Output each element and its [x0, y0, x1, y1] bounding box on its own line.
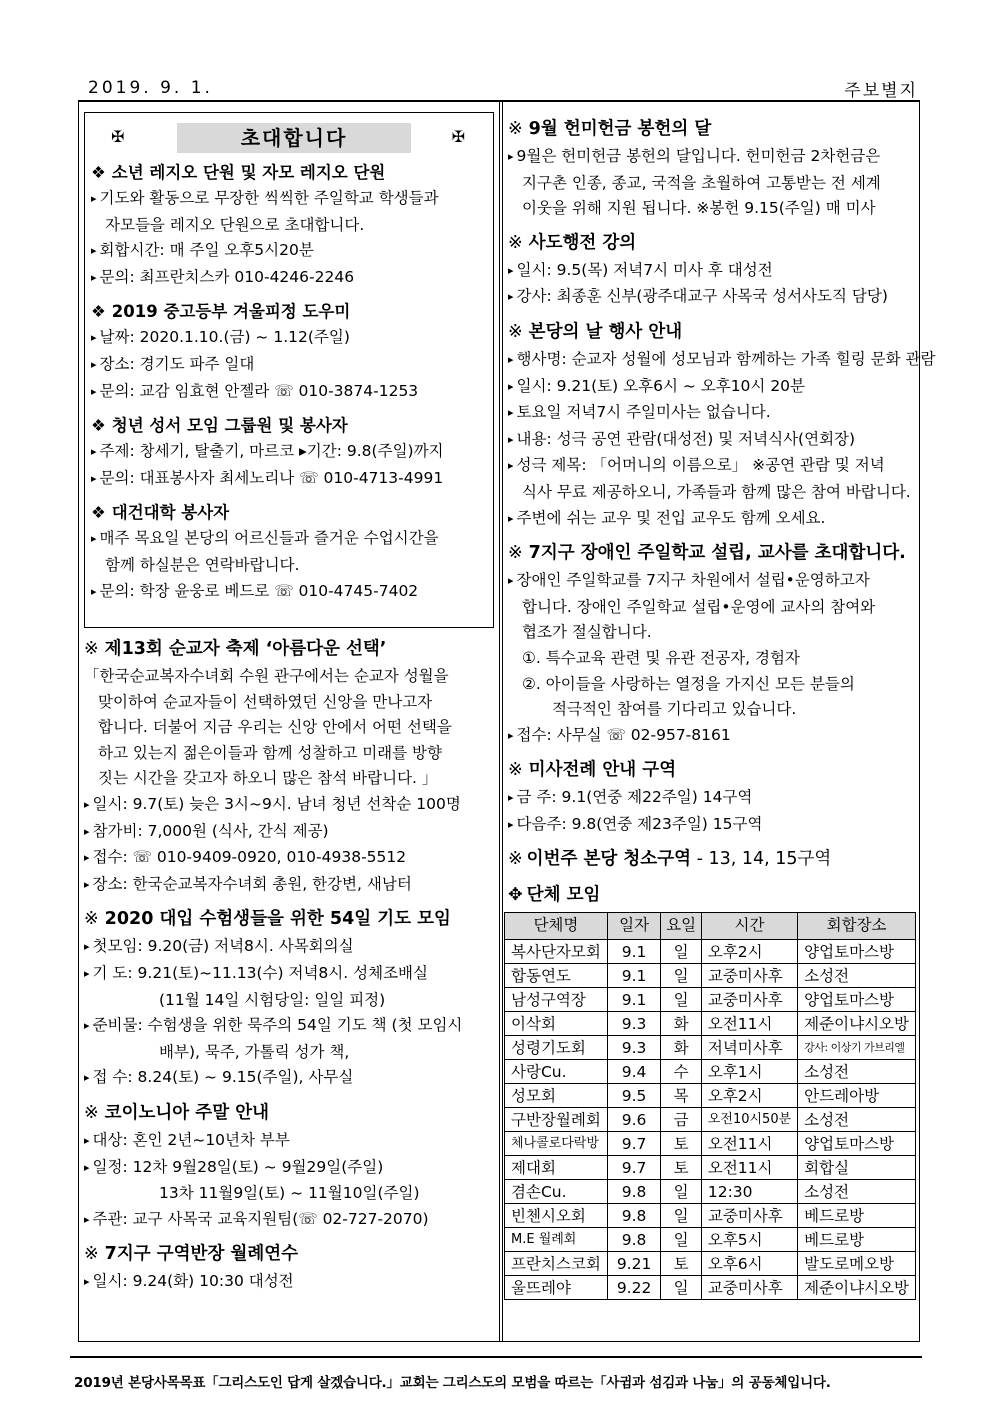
table-cell: 사랑Cu. [505, 1060, 608, 1084]
footer-motto: 2019년 본당사목목표「그리스도인 답게 살겠습니다.」교회는 그리스도의 모범을 따르는「사귐과 섬김과 나눔」의 공동체입니다. [74, 1375, 831, 1391]
column-divider-inner [502, 102, 503, 1342]
table-cell: 일 [661, 1204, 702, 1228]
table-cell: 일 [661, 988, 702, 1012]
diamond-cross-icon: ❖ [91, 503, 106, 523]
table-row [505, 1060, 916, 1084]
table-row [505, 1084, 916, 1108]
asterism-icon: ※ [84, 639, 99, 659]
table-cell: 남성구역장 [505, 988, 608, 1012]
bullet-line: ▸ 일정: 12차 9월28일(토) ~ 9월29일(주일) [84, 1155, 496, 1182]
bullet-line: ▸ 장소: 경기도 파주 일대 [91, 352, 487, 379]
asterism-icon: ※ [84, 1102, 99, 1123]
bullet-line: ▸ 접수: 사무실 ☏ 02-957-8161 [508, 723, 916, 750]
bullet-line: ▸ 토요일 저녁7시 주일미사는 없습니다. [508, 400, 916, 427]
section-title: 7지구 구역반장 월례연수 [104, 1244, 299, 1265]
table-cell: 제준이냐시오방 [798, 1276, 916, 1300]
table-cell: 울뜨레야 [505, 1276, 608, 1300]
section-title: 7지구 장애인 주일학교 설립, 교사를 초대합니다. [528, 543, 906, 564]
table-cell: 복사단자모회 [505, 940, 608, 964]
groups-table-header [505, 913, 916, 940]
section-heading [508, 228, 916, 258]
table-cell: 프란치스코회 [505, 1252, 608, 1276]
table-cell: 오후1시 [701, 1060, 797, 1084]
table-cell: 9.6 [607, 1108, 660, 1132]
table-cell: 성모회 [505, 1084, 608, 1108]
section-title: 제13회 순교자 축제 ‘아름다운 선택’ [104, 639, 387, 659]
section-title: 소년 레지오 단원 및 자모 레지오 단원 [111, 163, 386, 182]
asterism-icon: ※ [508, 543, 523, 564]
bullet-line: ▸ 일시: 9.21(토) 오후6시 ~ 오후10시 20분 [508, 374, 916, 401]
table-cell: 9.1 [607, 940, 660, 964]
table-cell: 소성전 [798, 1180, 916, 1204]
invite-title: 초대합니다 [177, 123, 411, 153]
bullet-line: ▸ 대상: 혼인 2년~10년차 부부 [84, 1128, 496, 1155]
cross-icon: ✠ [111, 127, 125, 146]
section-heading [84, 1098, 496, 1128]
table-cell: 제준이냐시오방 [798, 1012, 916, 1036]
column-header: 회합장소 [798, 913, 916, 940]
text-line: 합니다. 더불어 지금 우리는 신앙 안에서 어떤 선택을 [98, 718, 452, 737]
section-heading [91, 159, 487, 186]
bullet-line: ▸ 문의: 학장 윤웅로 베드로 ☏ 010-4745-7402 [91, 579, 487, 606]
asterism-icon: ※ [84, 909, 99, 930]
groups-table [504, 912, 916, 1300]
table-cell: 성령기도회 [505, 1036, 608, 1060]
table-cell: 일 [661, 1276, 702, 1300]
text-line: 적극적인 참여를 기다리고 있습니다. [552, 700, 797, 719]
table-cell: 안드레아방 [798, 1084, 916, 1108]
section-title: 본당의 날 행사 안내 [528, 321, 683, 342]
table-cell: 목 [661, 1084, 702, 1108]
section-title: 대건대학 봉사자 [111, 503, 230, 523]
section-title: 9월 헌미헌금 봉헌의 달 [528, 119, 712, 139]
diamond-cross-icon: ❖ [91, 416, 106, 436]
table-cell: 오전11시 [701, 1156, 797, 1180]
table-cell: 오후5시 [701, 1228, 797, 1252]
section-title: 2019 중고등부 겨울피정 도우미 [111, 302, 351, 322]
section-heading [91, 412, 487, 439]
table-cell: 오전10시50분 [701, 1108, 797, 1132]
table-cell: 9.1 [607, 964, 660, 988]
text-line: 13차 11월9일(토) ~ 11월10일(주일) [159, 1184, 420, 1203]
table-cell: 수 [661, 1060, 702, 1084]
text-line: 하고 있는지 젊은이들과 함께 성찰하고 미래를 방향 [98, 743, 442, 762]
table-cell: 토 [661, 1252, 702, 1276]
bullet-line: ▸ 기도와 활동으로 무장한 씩씩한 주일학교 학생들과 [91, 186, 487, 213]
text-line: 짓는 시간을 갖고자 하오니 많은 참석 바랍니다. 」 [98, 769, 438, 788]
table-cell: 9.7 [607, 1156, 660, 1180]
text-line: 맞이하여 순교자들이 선택하였던 신앙을 만나고자 [98, 692, 433, 711]
text-line: ①. 특수교육 관련 및 유관 전공자, 경험자 [522, 648, 800, 667]
section-heading [508, 538, 916, 568]
bullet-line: ▸ 준비물: 수험생을 위한 묵주의 54일 기도 책 (첫 모임시 [84, 1013, 496, 1040]
diamond-cross-icon: ❖ [91, 302, 106, 322]
section-heading [84, 634, 496, 664]
column-header: 단체명 [505, 913, 608, 940]
asterism-icon: ※ [508, 760, 523, 781]
table-row [505, 1012, 916, 1036]
table-cell: 교중미사후 [701, 1204, 797, 1228]
table-cell: 교중미사후 [701, 1276, 797, 1300]
table-cell: 발도로메오방 [798, 1252, 916, 1276]
asterism-icon: ※ [508, 232, 523, 253]
header-title: 주보별지 [844, 81, 918, 101]
table-cell: 일 [661, 964, 702, 988]
text-line: 배부), 묵주, 가톨릭 성가 책, [159, 1042, 350, 1061]
left-sections [84, 634, 496, 1296]
text-line: 이웃을 위해 지원 됩니다. ※봉헌 9.15(주일) 매 미사 [522, 199, 876, 218]
table-cell: 9.3 [607, 1036, 660, 1060]
table-cell: 교중미사후 [701, 964, 797, 988]
bullet-line: ▸ 문의: 최프란치스카 010-4246-2246 [91, 265, 487, 292]
column-header: 시간 [701, 913, 797, 940]
table-cell: 9.8 [607, 1204, 660, 1228]
bullet-line: ▸ 일시: 9.5(목) 저녁7시 미사 후 대성전 [508, 258, 916, 285]
table-row [505, 1276, 916, 1300]
table-cell: 양업토마스방 [798, 988, 916, 1012]
table-row [505, 940, 916, 964]
bullet-line: ▸ 주제: 창세기, 탈출기, 마르코 ▸기간: 9.8(주일)까지 [91, 439, 487, 466]
diamond-cross-icon: ❖ [91, 163, 106, 182]
bullet-line: ▸ 접 수: 8.24(토) ~ 9.15(주일), 사무실 [84, 1065, 496, 1092]
cleaning-value: - 13, 14, 15구역 [691, 849, 832, 870]
bullet-line: ▸ 내용: 성극 공연 관람(대성전) 및 저녁식사(연회장) [508, 427, 916, 454]
asterism-icon: ※ [508, 849, 523, 870]
text-line: ②. 아이들을 사랑하는 열정을 가지신 모든 분들의 [522, 674, 855, 693]
table-cell: 베드로방 [798, 1204, 916, 1228]
section-title: 2020 대입 수험생들을 위한 54일 기도 모임 [104, 909, 451, 930]
table-cell: 구반장월례회 [505, 1108, 608, 1132]
header-date: 2019. 9. 1. [88, 78, 213, 98]
bullet-line: ▸ 문의: 대표봉사자 최세노리나 ☏ 010-4713-4991 [91, 466, 487, 493]
bullet-line: ▸ 날짜: 2020.1.10.(금) ~ 1.12(주일) [91, 325, 487, 352]
text-line: 「한국순교복자수녀회 수원 관구에서는 순교자 성월을 [84, 667, 449, 685]
table-row [505, 1132, 916, 1156]
table-row [505, 1204, 916, 1228]
bullet-line: ▸ 기 도: 9.21(토)~11.13(수) 저녁8시. 성체조배실 [84, 961, 496, 988]
bullet-line: ▸ 매주 목요일 본당의 어르신들과 즐거운 수업시간을 [91, 526, 487, 553]
table-cell: 오후2시 [701, 940, 797, 964]
table-row [505, 1228, 916, 1252]
bullet-line: ▸ 주변에 쉬는 교우 및 전입 교우도 함께 오세요. [508, 506, 916, 533]
table-cell: 9.22 [607, 1276, 660, 1300]
table-cell: 베드로방 [798, 1228, 916, 1252]
table-cell: 화 [661, 1036, 702, 1060]
text-line: 함께 하실분은 연락바랍니다. [105, 555, 300, 574]
bullet-line: ▸ 성극 제목: 「어머니의 이름으로」 ※공연 관람 및 저녁 [508, 453, 916, 480]
table-cell: 오전11시 [701, 1012, 797, 1036]
table-cell: 교중미사후 [701, 988, 797, 1012]
bullet-line: ▸ 금 주: 9.1(연중 제22주일) 14구역 [508, 785, 916, 812]
text-line: 지구촌 인종, 종교, 국적을 초월하여 고통받는 전 세계 [522, 173, 881, 192]
bullet-line: ▸ 주관: 교구 사목국 교육지원팀(☏ 02-727-2070) [84, 1207, 496, 1234]
table-cell: 9.4 [607, 1060, 660, 1084]
table-cell: 소성전 [798, 964, 916, 988]
table-cell: 토 [661, 1156, 702, 1180]
column-divider [499, 102, 500, 1342]
sparkle-icon: ✥ [508, 885, 523, 906]
right-column [508, 108, 936, 1300]
table-cell: 저녁미사후 [701, 1036, 797, 1060]
bullet-line: ▸ 다음주: 9.8(연중 제23주일) 15구역 [508, 812, 916, 839]
bullet-line: ▸ 9월은 헌미헌금 봉헌의 달입니다. 헌미헌금 2차헌금은 [508, 144, 916, 171]
table-cell: 회합실 [798, 1156, 916, 1180]
table-cell: 일 [661, 1228, 702, 1252]
section-heading [508, 317, 916, 347]
table-cell: 12:30 [701, 1180, 797, 1204]
section-heading [508, 114, 916, 144]
table-row [505, 1180, 916, 1204]
table-cell: 양업토마스방 [798, 940, 916, 964]
table-cell: 9.8 [607, 1180, 660, 1204]
table-cell: 강사: 이상기 가브리엘 [798, 1036, 916, 1060]
table-cell: 화 [661, 1012, 702, 1036]
text-line: 협조가 절실합니다. [522, 623, 652, 642]
table-row [505, 1108, 916, 1132]
groups-title: 단체 모임 [526, 885, 601, 906]
invite-header [91, 119, 487, 155]
bullet-line: ▸ 회합시간: 매 주일 오후5시20분 [91, 238, 487, 265]
table-cell: 합동연도 [505, 964, 608, 988]
section-heading [84, 1239, 496, 1269]
groups-heading [508, 880, 916, 910]
bullet-line: ▸ 문의: 교감 임효현 안젤라 ☏ 010-3874-1253 [91, 379, 487, 406]
text-line: 식사 무료 제공하오니, 가족들과 함께 많은 참여 바랍니다. [522, 482, 911, 501]
table-row [505, 1252, 916, 1276]
cross-icon: ✠ [451, 127, 465, 146]
bullet-line: ▸ 장애인 주일학교를 7지구 차원에서 설립•운영하고자 [508, 568, 916, 595]
table-cell: 오후2시 [701, 1084, 797, 1108]
table-cell: 9.7 [607, 1132, 660, 1156]
right-sections [508, 114, 936, 838]
table-row [505, 1156, 916, 1180]
table-cell: 토 [661, 1132, 702, 1156]
table-cell: 9.3 [607, 1012, 660, 1036]
bullet-line: ▸ 참가비: 7,000원 (식사, 간식 제공) [84, 819, 496, 846]
cleaning-title: 이번주 본당 청소구역 [526, 849, 692, 870]
section-title: 청년 성서 모임 그룹원 및 봉사자 [111, 416, 348, 436]
bullet-line: ▸ 장소: 한국순교복자수녀회 총원, 한강변, 새남터 [84, 872, 496, 899]
cleaning-section [508, 844, 916, 874]
table-row [505, 1036, 916, 1060]
table-cell: 겸손Cu. [505, 1180, 608, 1204]
column-header: 일자 [607, 913, 660, 940]
table-cell: 9.8 [607, 1228, 660, 1252]
left-column [84, 108, 496, 1296]
table-cell: 일 [661, 1180, 702, 1204]
section-title: 사도행전 강의 [528, 232, 637, 253]
text-line: (11월 14일 시험당일: 일일 피정) [159, 990, 386, 1009]
section-heading [91, 298, 487, 325]
bullet-line: ▸ 첫모임: 9.20(금) 저녁8시. 사목회의실 [84, 934, 496, 961]
table-cell: 오후6시 [701, 1252, 797, 1276]
table-cell: 소성전 [798, 1060, 916, 1084]
asterism-icon: ※ [508, 119, 523, 139]
section-heading [84, 904, 496, 934]
section-heading [91, 499, 487, 526]
bullet-line: ▸ 행사명: 순교자 성월에 성모님과 함께하는 가족 힐링 문화 관람 [508, 347, 916, 374]
section-title: 코이노니아 주말 안내 [104, 1102, 270, 1123]
table-row [505, 988, 916, 1012]
text-line: 합니다. 장애인 주일학교 설립•운영에 교사의 참여와 [522, 597, 876, 616]
invite-box [84, 112, 494, 628]
asterism-icon: ※ [508, 321, 523, 342]
asterism-icon: ※ [84, 1244, 99, 1265]
bullet-line: ▸ 일시: 9.24(화) 10:30 대성전 [84, 1269, 496, 1296]
table-cell: 9.21 [607, 1252, 660, 1276]
table-cell: 9.1 [607, 988, 660, 1012]
text-line: 자모들을 레지오 단원으로 초대합니다. [105, 215, 365, 234]
table-cell: 빈첸시오회 [505, 1204, 608, 1228]
footer-rule [70, 1356, 922, 1358]
invite-sections [91, 159, 487, 605]
table-cell: M.E 월례회 [505, 1228, 608, 1252]
table-cell: 금 [661, 1108, 702, 1132]
table-cell: 일 [661, 940, 702, 964]
table-cell: 체나콜로다락방 [505, 1132, 608, 1156]
table-cell: 이삭회 [505, 1012, 608, 1036]
table-cell: 오전11시 [701, 1132, 797, 1156]
bullet-line: ▸ 접수: ☏ 010-9409-0920, 010-4938-5512 [84, 845, 496, 872]
table-cell: 9.5 [607, 1084, 660, 1108]
table-cell: 양업토마스방 [798, 1132, 916, 1156]
table-cell: 소성전 [798, 1108, 916, 1132]
section-heading [508, 755, 916, 785]
section-title: 미사전례 안내 구역 [528, 760, 677, 781]
table-cell: 제대회 [505, 1156, 608, 1180]
bullet-line: ▸ 강사: 최종훈 신부(광주대교구 사목국 성서사도직 담당) [508, 284, 916, 311]
bullet-line: ▸ 일시: 9.7(토) 늦은 3시~9시. 남녀 청년 선착순 100명 [84, 792, 496, 819]
table-row [505, 964, 916, 988]
column-header: 요일 [661, 913, 702, 940]
